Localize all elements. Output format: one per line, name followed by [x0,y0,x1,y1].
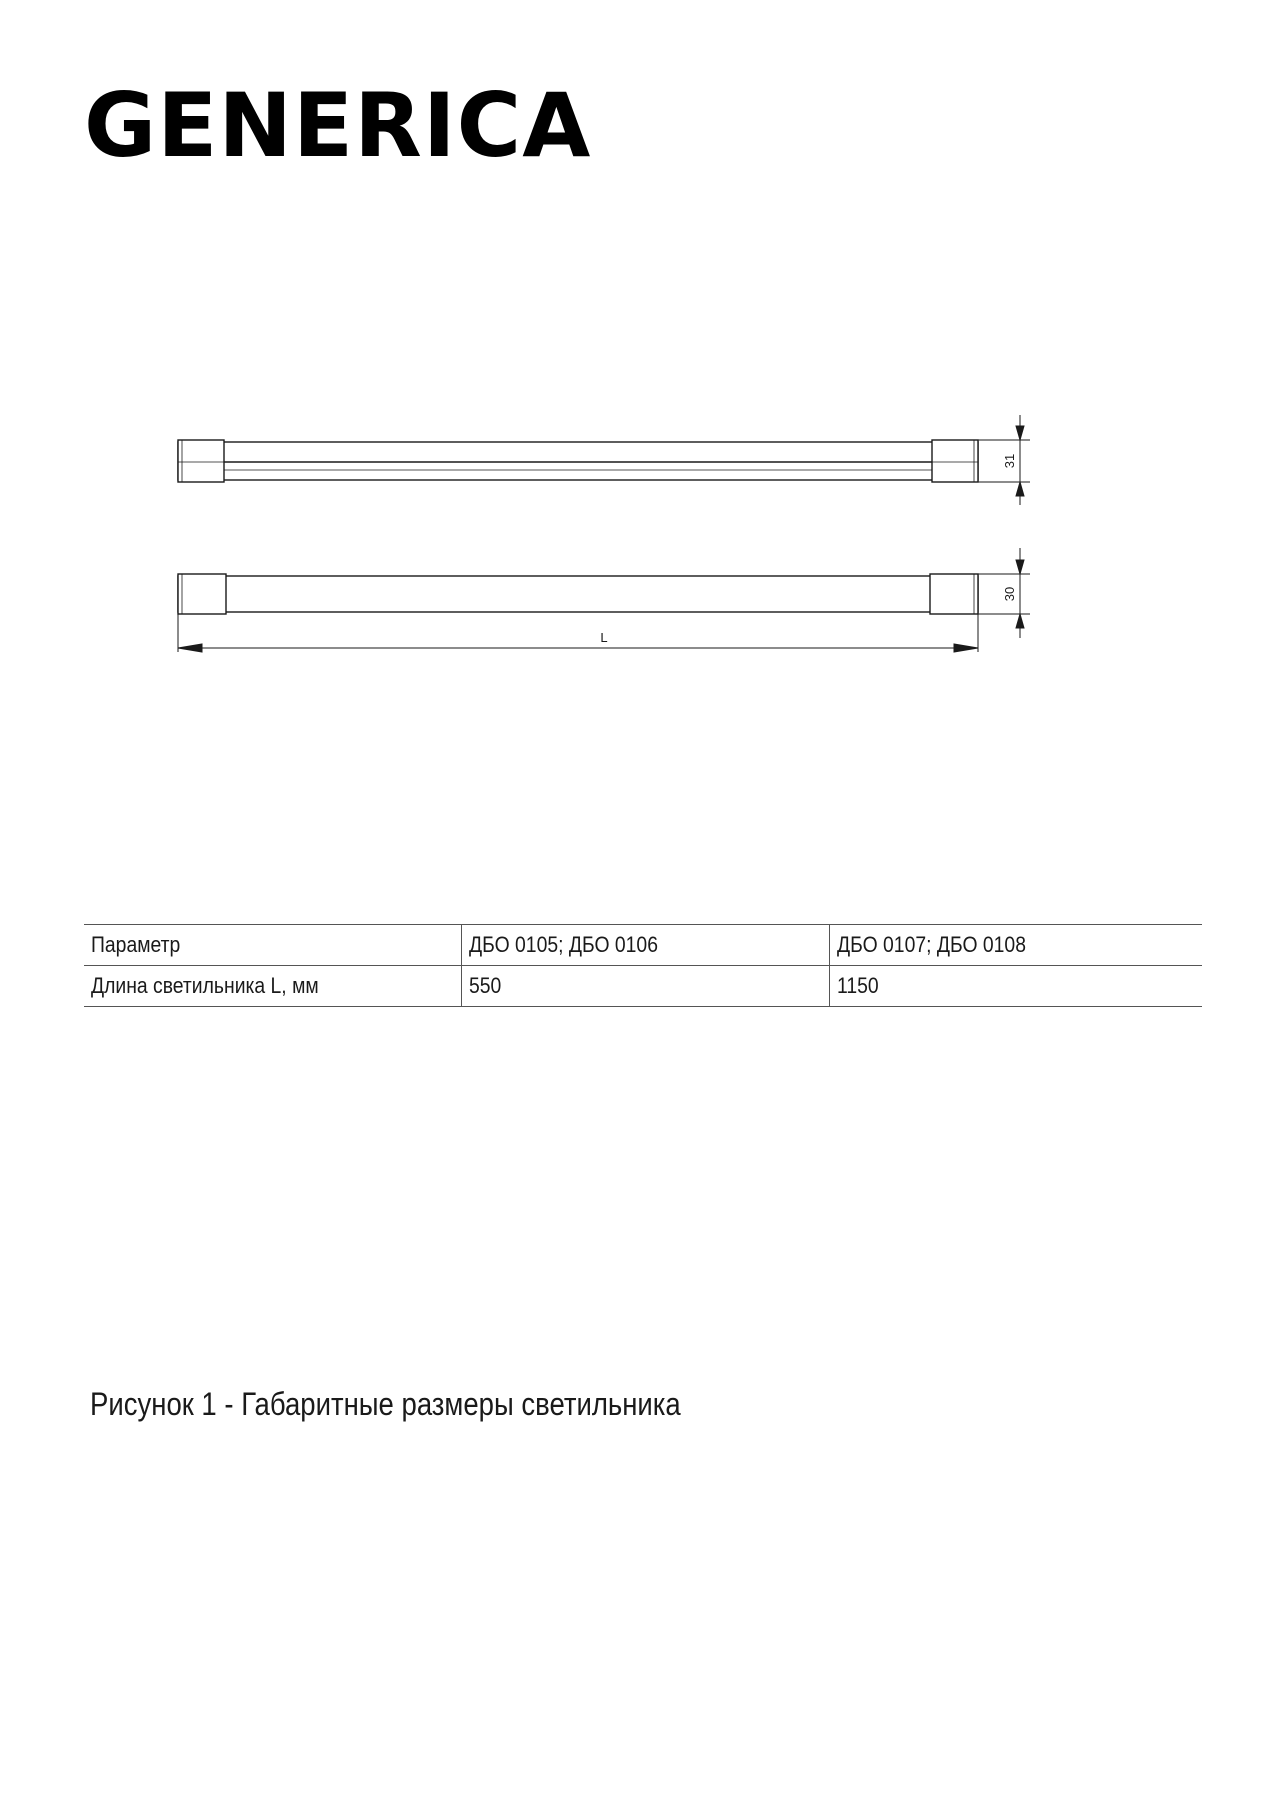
length-dimension [178,614,978,652]
right-end-cap-side [930,574,978,614]
table-header-cell: ДБО 0105; ДБО 0106 [462,925,830,966]
table-cell: Длина светильника L, мм [84,966,462,1007]
luminaire-side-view [178,574,978,614]
table-row [84,966,1202,1007]
height-label-top: 31 [1002,453,1017,469]
length-label: L [600,630,608,645]
table-cell: 550 [462,966,830,1007]
dimension-drawing [0,400,1280,670]
figure-caption [90,1386,777,1423]
height-label-bottom: 30 [1002,586,1017,602]
left-end-cap-side [178,574,226,614]
right-end-cap [932,440,978,482]
table-header-cell: ДБО 0107; ДБО 0108 [830,925,1203,966]
spec-table [84,924,1202,1007]
brand-logo [84,76,664,176]
figure-caption-text: Рисунок 1 - Габаритные размеры светильника [90,1386,681,1422]
table-header-cell: Параметр [84,925,462,966]
table-cell: 1150 [830,966,1203,1007]
logo-text: GENERICA [84,76,592,176]
left-end-cap [178,440,224,482]
table-header-row [84,925,1202,966]
luminaire-top-view [178,440,978,482]
